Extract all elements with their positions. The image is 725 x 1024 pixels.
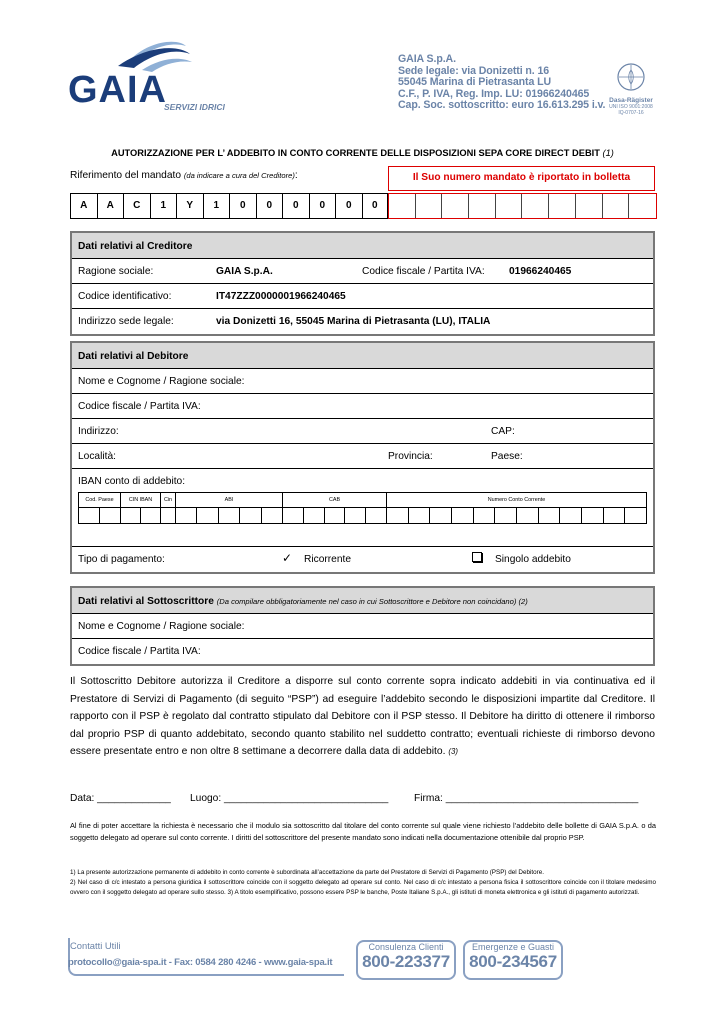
checkmark-icon[interactable]: ✓ bbox=[282, 551, 293, 565]
addr-value: via Donizetti 16, 55045 Marina di Pietrasanta (LU), ITALIA bbox=[216, 316, 491, 327]
single-option[interactable]: Singolo addebito bbox=[495, 554, 571, 565]
company-line: Sede legale: via Donizetti n. 16 bbox=[398, 64, 550, 77]
debtor-heading: Dati relativi al Debitore bbox=[72, 343, 653, 369]
checkbox-empty-icon[interactable] bbox=[472, 552, 482, 562]
contacts-value[interactable]: protocollo@gaia-spa.it - Fax: 0584 280 4246 - www.gaia-spa.it bbox=[68, 957, 333, 968]
mandate-code-cell: 0 bbox=[256, 193, 283, 219]
authorization-paragraph bbox=[70, 673, 655, 761]
mandate-code-extra[interactable] bbox=[388, 193, 657, 219]
signatory-name-label: Nome e Cognome / Ragione sociale: bbox=[78, 621, 245, 632]
mandate-extra-cell[interactable] bbox=[522, 194, 549, 218]
cert-name: Dasa-Rägister bbox=[609, 97, 653, 104]
contacts-title: Contatti Utili bbox=[70, 940, 121, 951]
mandate-code-cell: 0 bbox=[229, 193, 256, 219]
mandate-extra-cell[interactable] bbox=[469, 194, 496, 218]
footnote: 1) La presente autorizzazione permanente di addebito in conto corrente è subordinata all’accettazione da parte del Prestatore di Servizi di Pagamento (PSP) del Debitore. bbox=[70, 869, 544, 876]
ragione-label: Ragione sociale: bbox=[78, 266, 154, 277]
creditor-row bbox=[72, 309, 653, 334]
mandate-extra-cell[interactable] bbox=[496, 194, 523, 218]
iban-col-label: CAB bbox=[283, 493, 386, 508]
iban-label: IBAN conto di addebito: bbox=[78, 476, 186, 487]
mandate-extra-cell[interactable] bbox=[549, 194, 576, 218]
signatory-name-row[interactable] bbox=[72, 614, 653, 639]
cert-standard: UNI ISO 9001:2008 bbox=[609, 103, 653, 110]
debtor-country-label: Paese: bbox=[491, 451, 523, 462]
consulenza-number[interactable]: 800-223377 bbox=[362, 952, 450, 971]
id-label: Codice identificativo: bbox=[78, 291, 172, 302]
iban-col-cab[interactable] bbox=[283, 493, 387, 523]
mandate-code-cell: C bbox=[123, 193, 150, 219]
mandate-hint: (da indicare a cura del Creditore) bbox=[183, 171, 295, 180]
footnote: 2) Nel caso di c/c intestato a persona giuridica il sottoscrittore coincide con il soggetto delegato ad operare sul conto. Nel caso di c/c intestato a persona fisica il sottoscrittore coincide con il titolare medesimo ovvero con il soggetto delegato ad operare sullo stesso. 3) A titolo esemplificativo, possono essere PSP le banche, Poste Italiane S.p.A., gli istituti di moneta elettronica e gli istituti di pagamento autorizzati. bbox=[70, 879, 656, 896]
creditor-row bbox=[72, 284, 653, 309]
debtor-address-row[interactable] bbox=[72, 419, 653, 444]
company-line: Cap. Soc. sottoscritto: euro 16.613.295 i.v. bbox=[398, 99, 606, 111]
debtor-name-row[interactable] bbox=[72, 369, 653, 394]
company-info bbox=[398, 54, 605, 112]
mandate-code-grid bbox=[70, 193, 388, 219]
mandate-label-text: Riferimento del mandato bbox=[70, 170, 181, 181]
logo-wordmark: GAIA bbox=[68, 69, 167, 111]
signatory-hint: (Da compilare obbligatoriamente nel caso in cui Sottoscrittore e Debitore non coincidano) (2) bbox=[216, 597, 528, 606]
payment-type-row bbox=[72, 547, 653, 572]
iban-col-label: Cod. Paese bbox=[79, 493, 120, 508]
mandate-colon: : bbox=[294, 170, 298, 181]
cf-value: 01966240465 bbox=[509, 266, 572, 277]
mandate-extra-cell[interactable] bbox=[416, 194, 443, 218]
mandate-notice: Il Suo numero mandato è riportato in bolletta bbox=[388, 166, 655, 191]
emergenze-number[interactable]: 800-234567 bbox=[469, 952, 557, 971]
debtor-cf-row[interactable] bbox=[72, 394, 653, 419]
certification-badge bbox=[600, 62, 662, 122]
creditor-row bbox=[72, 259, 653, 284]
iban-col-abi[interactable] bbox=[176, 493, 283, 523]
mandate-code-cell: A bbox=[97, 193, 124, 219]
signatory-heading bbox=[72, 588, 653, 614]
company-line: 55045 Marina di Pietrasanta LU bbox=[398, 76, 552, 88]
cert-number: IQ-0707-16 bbox=[618, 110, 644, 117]
debtor-prov-label: Provincia: bbox=[388, 451, 433, 462]
debtor-city-row[interactable] bbox=[72, 444, 653, 469]
mandate-code-cell: 0 bbox=[282, 193, 309, 219]
mandate-extra-cell[interactable] bbox=[603, 194, 630, 218]
mandate-code-cell: 1 bbox=[203, 193, 230, 219]
debtor-city-label: Località: bbox=[78, 451, 116, 462]
iban-col-account[interactable] bbox=[387, 493, 646, 523]
iban-col-label: ABI bbox=[176, 493, 282, 508]
company-line: C.F., P. IVA, Reg. Imp. LU: 01966240465 bbox=[398, 87, 590, 100]
signatory-cf-label: Codice fiscale / Partita IVA: bbox=[78, 646, 201, 657]
debtor-section bbox=[70, 341, 655, 574]
mandate-code-cell: 0 bbox=[362, 193, 389, 219]
paragraph-text: Il Sottoscritto Debitore autorizza il Creditore a disporre sul conto corrente sopra indicato addebiti in via continuativa ed il Prestatore di Servizi di Pagamento (di seguito “PSP”) ad eseguire l’addebito secondo le disposizioni impartite dal Creditore. Il rapporto con il PSP è regolato dal contratto stipulato dal Debitore con il PSP stesso. Il Debitore ha diritto di ottenere il rimborso dal proprio PSP di quanto addebitato, secondo quanto stabilito nel suddetto contratto; eventuali richieste di rimborso devono essere presentate entro e non oltre 8 settimane a decorrere dalla data di addebito. bbox=[70, 676, 655, 758]
iban-col-cin[interactable] bbox=[161, 493, 176, 523]
mandate-extra-cell[interactable] bbox=[442, 194, 469, 218]
mandate-label bbox=[70, 170, 298, 181]
signatory-section bbox=[70, 586, 655, 666]
payment-label: Tipo di pagamento: bbox=[78, 554, 165, 565]
signatory-cf-row[interactable] bbox=[72, 639, 653, 664]
consulenza-title: Consulenza Clienti bbox=[368, 942, 444, 952]
recurring-option[interactable]: Ricorrente bbox=[304, 554, 351, 565]
addr-label: Indirizzo sede legale: bbox=[78, 316, 174, 327]
emergenze-box[interactable] bbox=[463, 940, 563, 980]
place-field[interactable]: Luogo: _____________________________ bbox=[190, 793, 389, 804]
gaia-logo bbox=[68, 40, 238, 120]
mandate-code-cell: 1 bbox=[150, 193, 177, 219]
creditor-section bbox=[70, 231, 655, 336]
iban-col-cin-iban[interactable] bbox=[121, 493, 161, 523]
iban-col-label: Cin bbox=[161, 493, 175, 508]
mandate-extra-cell[interactable] bbox=[576, 194, 603, 218]
mandate-code-cell: 0 bbox=[335, 193, 362, 219]
debtor-cap-label: CAP: bbox=[491, 426, 515, 437]
debtor-cf-label: Codice fiscale / Partita IVA: bbox=[78, 401, 201, 412]
iban-col-label: CIN IBAN bbox=[121, 493, 160, 508]
consulenza-box[interactable] bbox=[356, 940, 456, 980]
title-text: AUTORIZZAZIONE PER L’ ADDEBITO IN CONTO CORRENTE DELLE DISPOSIZIONI SEPA CORE DIRECT DEBIT bbox=[111, 148, 600, 158]
cf-label: Codice fiscale / Partita IVA: bbox=[362, 266, 485, 277]
debtor-addr-label: Indirizzo: bbox=[78, 426, 119, 437]
logo-tagline: SERVIZI IDRICI bbox=[164, 102, 225, 112]
mandate-extra-cell[interactable] bbox=[629, 194, 656, 218]
creditor-heading: Dati relativi al Creditore bbox=[72, 233, 653, 259]
signatory-heading-text: Dati relativi al Sottoscrittore bbox=[78, 596, 214, 607]
contacts bbox=[68, 940, 332, 968]
debtor-iban-row bbox=[72, 469, 653, 547]
emergenze-title: Emergenze e Guasti bbox=[471, 942, 555, 952]
page-title bbox=[0, 148, 725, 158]
iban-col-country[interactable] bbox=[79, 493, 121, 523]
ragione-value: GAIA S.p.A. bbox=[216, 266, 273, 277]
signature-field[interactable]: Firma: __________________________________ bbox=[414, 793, 639, 804]
id-value: IT47ZZZ0000001966240465 bbox=[216, 291, 346, 302]
iban-grid[interactable] bbox=[78, 492, 647, 524]
debtor-name-label: Nome e Cognome / Ragione sociale: bbox=[78, 376, 245, 387]
mandate-code-cell: 0 bbox=[309, 193, 336, 219]
cert-seal-icon bbox=[616, 62, 646, 92]
mandate-code-cell: Y bbox=[176, 193, 203, 219]
mandate-extra-cell[interactable] bbox=[389, 194, 416, 218]
iban-col-label: Numero Conto Corrente bbox=[387, 493, 646, 508]
notice-text: Al fine di poter accettare la richiesta è necessario che il modulo sia sottoscritto dal titolare del conto corrente sul quale viene richiesto l’addebito delle bollette di GAIA S.p.A. o da soggetto delegato ad operare sul conto corrente. I diritti del sottoscrittore del presente mandato sono indicati nella documentazione ottenibile dal proprio PSP. bbox=[70, 821, 656, 843]
company-line: GAIA S.p.A. bbox=[398, 53, 456, 65]
paragraph-note: (3) bbox=[448, 747, 458, 757]
mandate-code-cell: A bbox=[70, 193, 97, 219]
title-note: (1) bbox=[602, 148, 614, 158]
date-field[interactable]: Data: _____________ bbox=[70, 793, 171, 804]
